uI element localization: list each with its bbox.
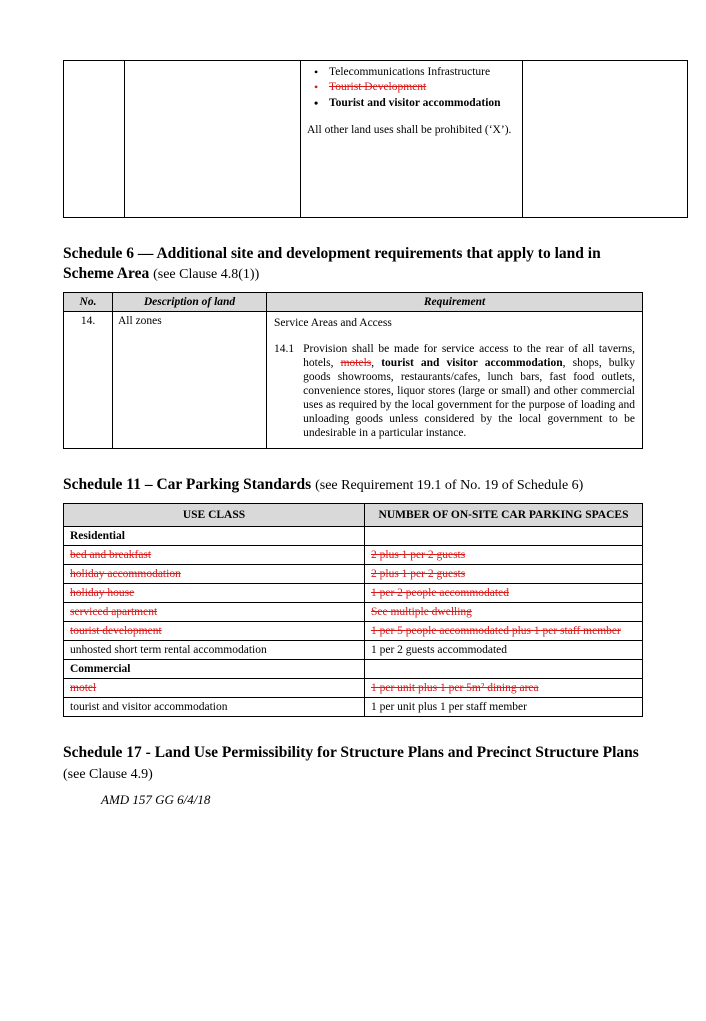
cell-use-class: holiday accommodation	[64, 564, 365, 583]
cell-parking-spaces: 1 per 2 people accommodated	[365, 583, 643, 602]
cell-parking-spaces: 2 plus 1 per 2 guests	[365, 545, 643, 564]
list-item: • Tourist and visitor accommodation	[329, 96, 516, 110]
schedule-6-table	[63, 292, 643, 449]
list-item: • Tourist Development	[329, 80, 516, 94]
requirement-text	[303, 342, 635, 440]
cell-parking-spaces	[365, 660, 643, 679]
requirement-number: 14.1	[274, 342, 295, 355]
requirement-title: Service Areas and Access	[274, 316, 392, 329]
cell-use-class: Residential	[64, 526, 365, 545]
cell-description: All zones	[113, 311, 267, 448]
continued-land-use-table	[63, 60, 688, 218]
table-row	[64, 679, 643, 698]
cell-use-class: holiday house	[64, 583, 365, 602]
schedule-6-heading	[63, 244, 643, 285]
prohibited-uses-note: All other land uses shall be prohibited (‘X’).	[307, 123, 512, 136]
column-header-description: Description of land	[113, 292, 267, 311]
schedule-11-title: Schedule 11 – Car Parking Standards	[63, 476, 312, 494]
cell-row-number: 14.	[64, 311, 113, 448]
table-row	[64, 698, 643, 717]
table-row-category	[64, 526, 643, 545]
amendment-note: AMD 157 GG 6/4/18	[101, 791, 211, 807]
cell-use-class: Commercial	[64, 660, 365, 679]
requirement-part: , shops, bulky goods showrooms, restaurants/cafes, lunch bars, fast food outlets, convenience stores, liquor stores (large or small) and other commercial uses as required by the local government for the purpose of loading and unloading goods unless considered by the local government to be undesirable in a particular instance.	[303, 356, 635, 440]
table-row	[64, 311, 643, 448]
schedule-11-reference: (see Requirement 19.1 of No. 19 of Schedule 6)	[315, 478, 584, 494]
land-use-bullet-list	[307, 65, 516, 110]
cell-parking-spaces: 1 per unit plus 1 per staff member	[365, 698, 643, 717]
column-header-use-class: USE CLASS	[64, 503, 365, 526]
schedule-17-title: Schedule 17 - Land Use Permissibility for Structure Plans and Precinct Structure Plans	[63, 744, 639, 762]
table-row	[64, 545, 643, 564]
document-content	[63, 60, 643, 808]
table-row	[64, 61, 688, 218]
cell-parking-spaces	[365, 526, 643, 545]
schedule-17-heading	[63, 743, 643, 784]
cell-empty-2	[125, 61, 301, 218]
requirement-part: ,	[371, 356, 382, 369]
table-row	[64, 602, 643, 621]
table-row	[64, 564, 643, 583]
table-row	[64, 641, 643, 660]
cell-parking-spaces: 1 per 2 guests accommodated	[365, 641, 643, 660]
schedule-11-heading	[63, 475, 643, 495]
table-header-row	[64, 292, 643, 311]
table-header-row	[64, 503, 643, 526]
cell-empty-1	[64, 61, 125, 218]
table-row-category	[64, 660, 643, 679]
requirement-item	[274, 342, 635, 440]
list-item: • Telecommunications Infrastructure	[329, 65, 516, 79]
column-header-requirement: Requirement	[267, 292, 643, 311]
requirement-part-deleted: motels	[340, 356, 372, 369]
requirement-part: Provision shall be made for service access to the rear of all taverns, hotels,	[303, 342, 635, 369]
column-header-no: No.	[64, 292, 113, 311]
cell-requirement	[267, 311, 643, 448]
cell-use-class: motel	[64, 679, 365, 698]
schedule-6-title: Schedule 6 — Additional site and development requirements that apply to land in Scheme Area	[63, 245, 601, 283]
cell-use-class: tourist development	[64, 621, 365, 640]
cell-use-class: tourist and visitor accommodation	[64, 698, 365, 717]
column-header-parking-spaces: NUMBER OF ON-SITE CAR PARKING SPACES	[365, 503, 643, 526]
cell-use-class: unhosted short term rental accommodation	[64, 641, 365, 660]
cell-parking-spaces: 2 plus 1 per 2 guests	[365, 564, 643, 583]
requirement-part-inserted: tourist and visitor accommodation	[381, 356, 563, 369]
table-row	[64, 583, 643, 602]
schedule-11-table	[63, 503, 643, 718]
cell-parking-spaces: 1 per unit plus 1 per 5m² dining area	[365, 679, 643, 698]
cell-empty-3	[523, 61, 688, 218]
schedule-17-reference: (see Clause 4.9)	[63, 766, 153, 782]
cell-land-uses	[301, 61, 523, 218]
schedule-6-reference: (see Clause 4.8(1))	[153, 267, 260, 283]
cell-parking-spaces: See multiple dwelling	[365, 602, 643, 621]
cell-parking-spaces: 1 per 5 people accommodated plus 1 per staff member	[365, 621, 643, 640]
table-row	[64, 621, 643, 640]
cell-use-class: bed and breakfast	[64, 545, 365, 564]
cell-use-class: serviced apartment	[64, 602, 365, 621]
